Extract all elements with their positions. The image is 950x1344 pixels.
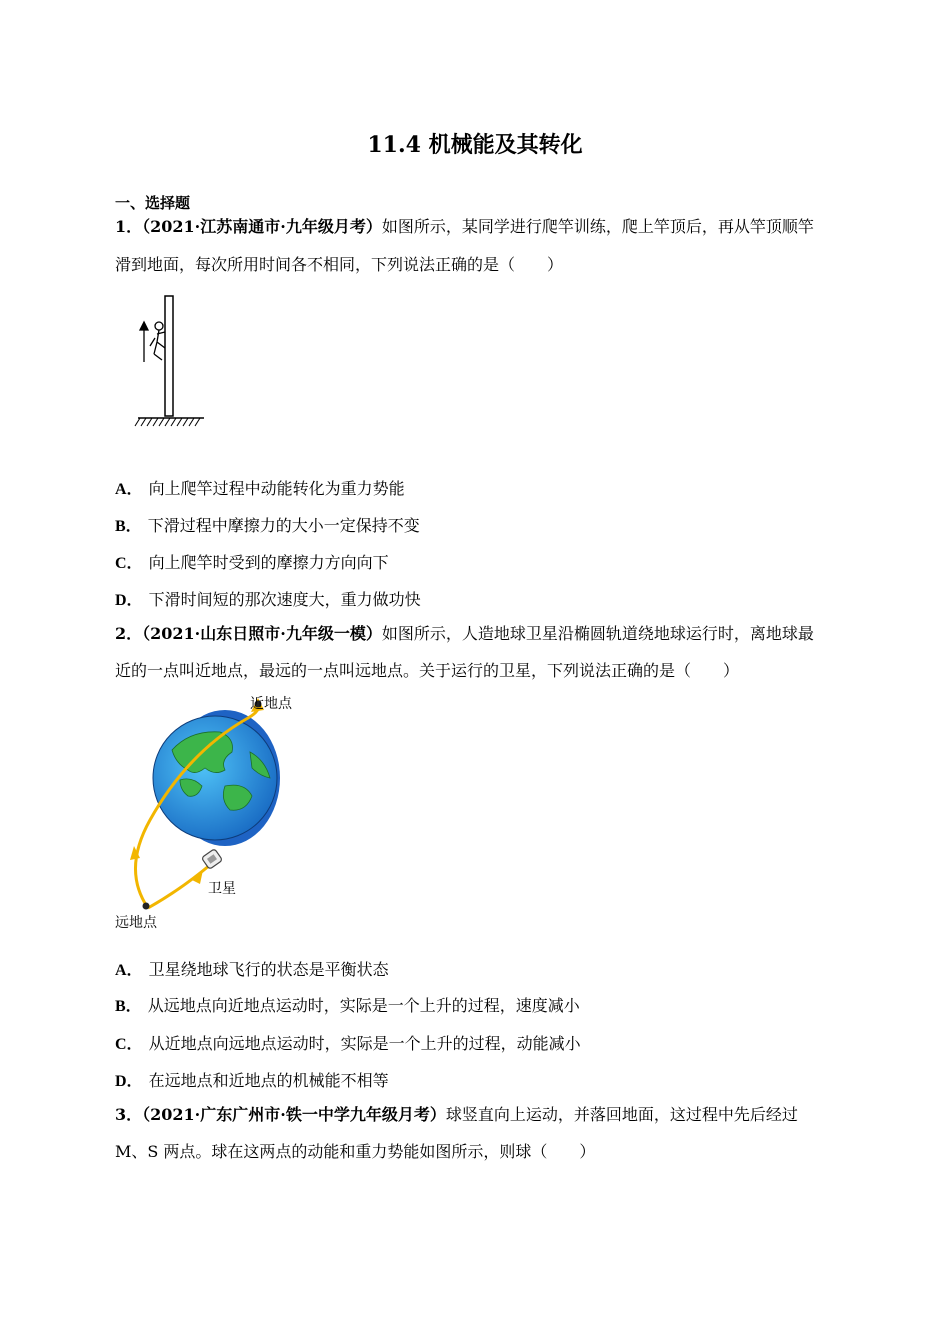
option-text: 从远地点向近地点运动时，实际是一个上升的过程，速度减小 bbox=[147, 996, 580, 1015]
q1-option-d bbox=[115, 587, 421, 610]
question-text: 球竖直向上运动，并落回地面，这过程中先后经过 bbox=[445, 1105, 798, 1124]
section-heading: 一、选择题 bbox=[115, 194, 191, 212]
question-source: （2021·广东广州市·铁一中学九年级月考） bbox=[142, 1105, 446, 1124]
question-3-line-2: M、S 两点。球在这两点的动能和重力势能如图所示，则球（ ） bbox=[115, 1142, 596, 1161]
question-1-line-1 bbox=[115, 216, 814, 238]
option-letter: A． bbox=[115, 481, 143, 498]
option-letter: C． bbox=[115, 555, 143, 572]
question-2-line-1 bbox=[115, 623, 814, 645]
question-text: 如图所示，人造地球卫星沿椭圆轨道绕地球运行时，离地球最 bbox=[381, 624, 814, 643]
option-letter: A． bbox=[115, 962, 143, 979]
question-1-line-2: 滑到地面，每次所用时间各不相同，下列说法正确的是（ ） bbox=[115, 255, 564, 274]
orbit-path-lower bbox=[148, 865, 210, 908]
question-number: 3． bbox=[115, 1105, 143, 1124]
question-number: 2． bbox=[115, 624, 143, 643]
option-letter: C． bbox=[115, 1036, 143, 1053]
q1-option-c bbox=[115, 550, 389, 573]
option-text: 下滑时间短的那次速度大，重力做功快 bbox=[148, 590, 421, 609]
option-text: 在远地点和近地点的机械能不相等 bbox=[148, 1071, 389, 1090]
near-point-label: 近地点 bbox=[250, 695, 292, 711]
up-arrow bbox=[140, 322, 148, 362]
option-letter: D． bbox=[115, 1073, 143, 1090]
option-letter: D． bbox=[115, 592, 143, 609]
q2-option-b bbox=[115, 993, 580, 1016]
question-2-line-2: 近的一点叫近地点，最远的一点叫远地点。关于运行的卫星，下列说法正确的是（ ） bbox=[115, 661, 740, 680]
option-text: 下滑过程中摩擦力的大小一定保持不变 bbox=[147, 516, 420, 535]
pole-climbing-figure bbox=[132, 292, 212, 432]
question-source: （2021·江苏南通市·九年级月考） bbox=[142, 217, 382, 236]
option-letter: B． bbox=[115, 998, 142, 1015]
satellite-icon bbox=[201, 849, 222, 870]
question-source: （2021·山东日照市·九年级一模） bbox=[142, 624, 382, 643]
question-number: 1． bbox=[115, 217, 143, 236]
option-letter: B． bbox=[115, 518, 142, 535]
q1-option-b bbox=[115, 513, 420, 536]
q2-option-c bbox=[115, 1031, 581, 1054]
climber bbox=[150, 322, 165, 360]
satellite-label: 卫星 bbox=[208, 880, 236, 896]
option-text: 从近地点向远地点运动时，实际是一个上升的过程，动能减小 bbox=[148, 1034, 581, 1053]
ground-hatch bbox=[135, 418, 200, 426]
far-point-label: 远地点 bbox=[115, 914, 157, 930]
page-title: 11.4 机械能及其转化 bbox=[367, 132, 583, 158]
option-text: 向上爬竿过程中动能转化为重力势能 bbox=[148, 479, 405, 498]
far-point-dot bbox=[143, 903, 150, 910]
option-text: 向上爬竿时受到的摩擦力方向向下 bbox=[148, 553, 389, 572]
option-text: 卫星绕地球飞行的状态是平衡状态 bbox=[148, 960, 389, 979]
q2-option-d bbox=[115, 1068, 389, 1091]
q1-option-a bbox=[115, 476, 405, 499]
question-text: 如图所示，某同学进行爬竿训练，爬上竿顶后，再从竿顶顺竿 bbox=[381, 217, 814, 236]
question-3-line-1 bbox=[115, 1104, 798, 1126]
pole bbox=[165, 296, 173, 416]
q2-option-a bbox=[115, 957, 389, 980]
satellite-orbit-figure bbox=[110, 690, 310, 935]
